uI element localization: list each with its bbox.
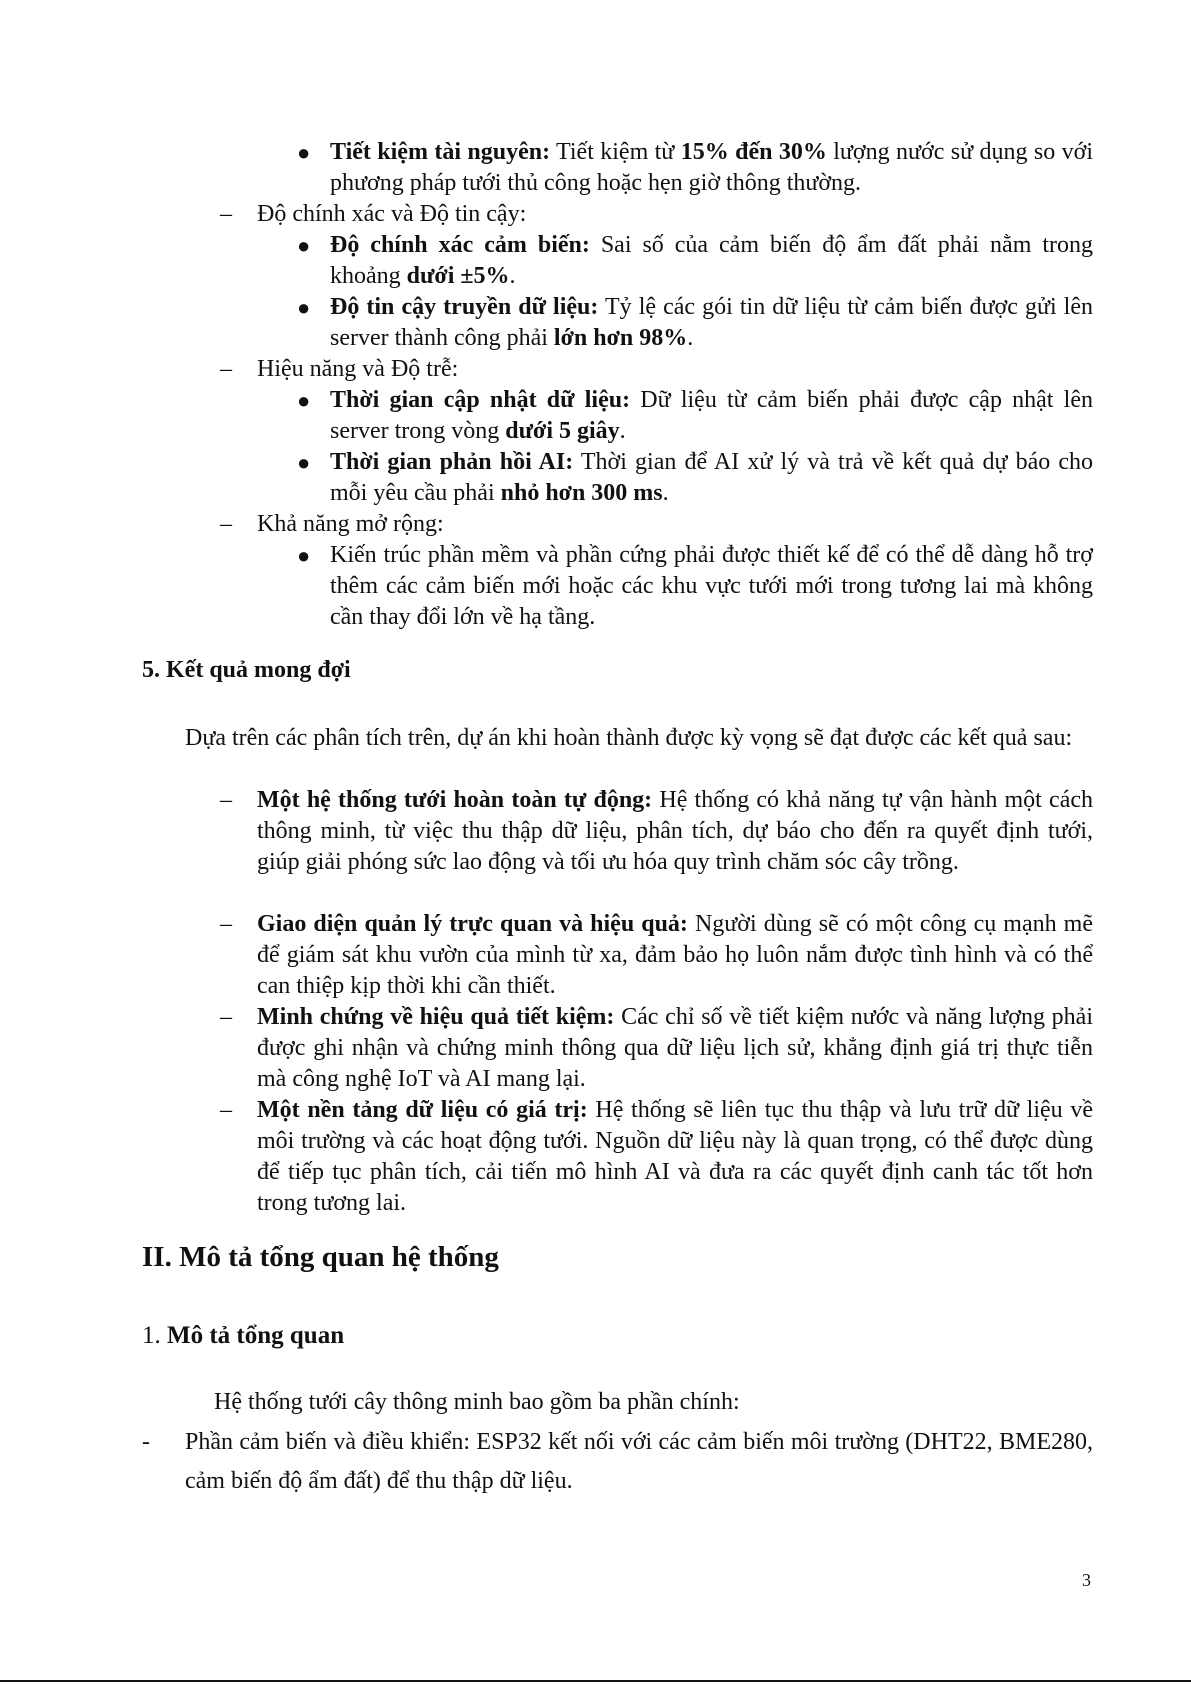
bullet-dot-icon: ● bbox=[297, 450, 311, 475]
result-item-savings-evidence: – Minh chứng về hiệu quả tiết kiệm: Các chỉ số về tiết kiệm nước và năng lượng phải được ghi nhận và chứng minh thông qua dữ liệu lịch sử, khẳng định giá trị thực tiễn mà công nghệ IoT và AI mang lại. bbox=[220, 1004, 1093, 1092]
result-item-management-ui: – Giao diện quản lý trực quan và hiệu quả: Người dùng sẽ có một công cụ mạnh mẽ để giám sát khu vườn của mình từ xa, đảm bảo họ luôn nắm được tình hình và có thể can thiệp kịp thời khi cần thiết. bbox=[220, 911, 1094, 999]
dash-marker-icon: – bbox=[220, 356, 232, 382]
hyphen-marker-icon: - bbox=[142, 1429, 150, 1455]
page-bottom-rule bbox=[0, 1680, 1191, 1682]
dash-item-performance: – Hiệu năng và Độ trễ: bbox=[257, 354, 1093, 385]
subsection-number: 1. bbox=[142, 1322, 167, 1349]
component-item-sensors: - Phần cảm biến và điều khiển: ESP32 kết nối với các cảm biến môi trường (DHT22, BME280, cảm biến độ ẩm đất) để thu thập dữ liệu. bbox=[185, 1423, 1093, 1501]
subsection-heading-overview bbox=[142, 1320, 344, 1351]
bullet-resource-saving: ● Tiết kiệm tài nguyên: Tiết kiệm từ 15% đến 30% lượng nước sử dụng so với phương pháp tưới thủ công hoặc hẹn giờ thông thường. bbox=[297, 139, 1093, 196]
bullet-dot-icon: ● bbox=[297, 295, 311, 320]
bullet-dot-icon: ● bbox=[297, 140, 311, 165]
bullet-sensor-accuracy: ● Độ chính xác cảm biến: Sai số của cảm biến độ ẩm đất phải nằm trong khoảng dưới ±5%. bbox=[297, 232, 1094, 289]
dash-marker-icon: – bbox=[220, 201, 232, 227]
bullet-data-reliability: ● Độ tin cậy truyền dữ liệu: Tỷ lệ các gói tin dữ liệu từ cảm biến được gửi lên server thành công phải lớn hơn 98%. bbox=[297, 294, 1093, 351]
dash-marker-icon: – bbox=[220, 1097, 232, 1123]
dash-item-scalability: – Khả năng mở rộng: bbox=[257, 509, 1093, 540]
dash-item-accuracy: – Độ chính xác và Độ tin cậy: bbox=[257, 199, 1093, 230]
bullet-dot-icon: ● bbox=[297, 388, 311, 413]
bullet-dot-icon: ● bbox=[297, 543, 311, 568]
dash-marker-icon: – bbox=[220, 511, 232, 537]
section5-lead-paragraph: Dựa trên các phân tích trên, dự án khi hoàn thành được kỳ vọng sẽ đạt được các kết quả sau: bbox=[185, 725, 1073, 751]
dash-marker-icon: – bbox=[220, 1004, 232, 1030]
section-heading-expected-results: 5. Kết quả mong đợi bbox=[142, 657, 351, 683]
result-item-data-platform: – Một nền tảng dữ liệu có giá trị: Hệ thống sẽ liên tục thu thập và lưu trữ dữ liệu về môi trường và các hoạt động tưới. Nguồn dữ liệu này là quan trọng, có thể được dùng để tiếp tục phân tích, cải tiến mô hình AI và đưa ra các quyết định canh tác tốt hơn trong tương lai. bbox=[220, 1097, 1093, 1216]
result-item-automatic-system: – Một hệ thống tưới hoàn toàn tự động: Hệ thống có khả năng tự vận hành một cách thông minh, từ việc thu thập dữ liệu, phân tích, dự báo cho đến ra quyết định tưới, giúp giải phóng sức lao động và tối ưu hóa quy trình chăm sóc cây trồng. bbox=[220, 787, 1093, 875]
subsection-title: Mô tả tổng quan bbox=[167, 1322, 345, 1349]
bullet-update-time: ● Thời gian cập nhật dữ liệu: Dữ liệu từ cảm biến phải được cập nhật lên server trong vòng dưới 5 giây. bbox=[297, 387, 1093, 444]
bullet-dot-icon: ● bbox=[297, 233, 311, 258]
overview-intro-paragraph: Hệ thống tưới cây thông minh bao gồm ba phần chính: bbox=[214, 1389, 740, 1415]
chapter-heading-system-overview: II. Mô tả tổng quan hệ thống bbox=[142, 1241, 499, 1273]
dash-marker-icon: – bbox=[220, 911, 232, 937]
dash-marker-icon: – bbox=[220, 787, 232, 813]
bullet-architecture: ● Kiến trúc phần mềm và phần cứng phải được thiết kế để có thể dễ dàng hỗ trợ thêm các cảm biến mới hoặc các khu vực tưới mới trong tương lai mà không cần thay đổi lớn về hạ tầng. bbox=[297, 542, 1093, 630]
bullet-ai-response: ● Thời gian phản hồi AI: Thời gian để AI xử lý và trả về kết quả dự báo cho mỗi yêu cầu phải nhỏ hơn 300 ms. bbox=[297, 449, 1093, 506]
page-number: 3 bbox=[1082, 1570, 1091, 1590]
